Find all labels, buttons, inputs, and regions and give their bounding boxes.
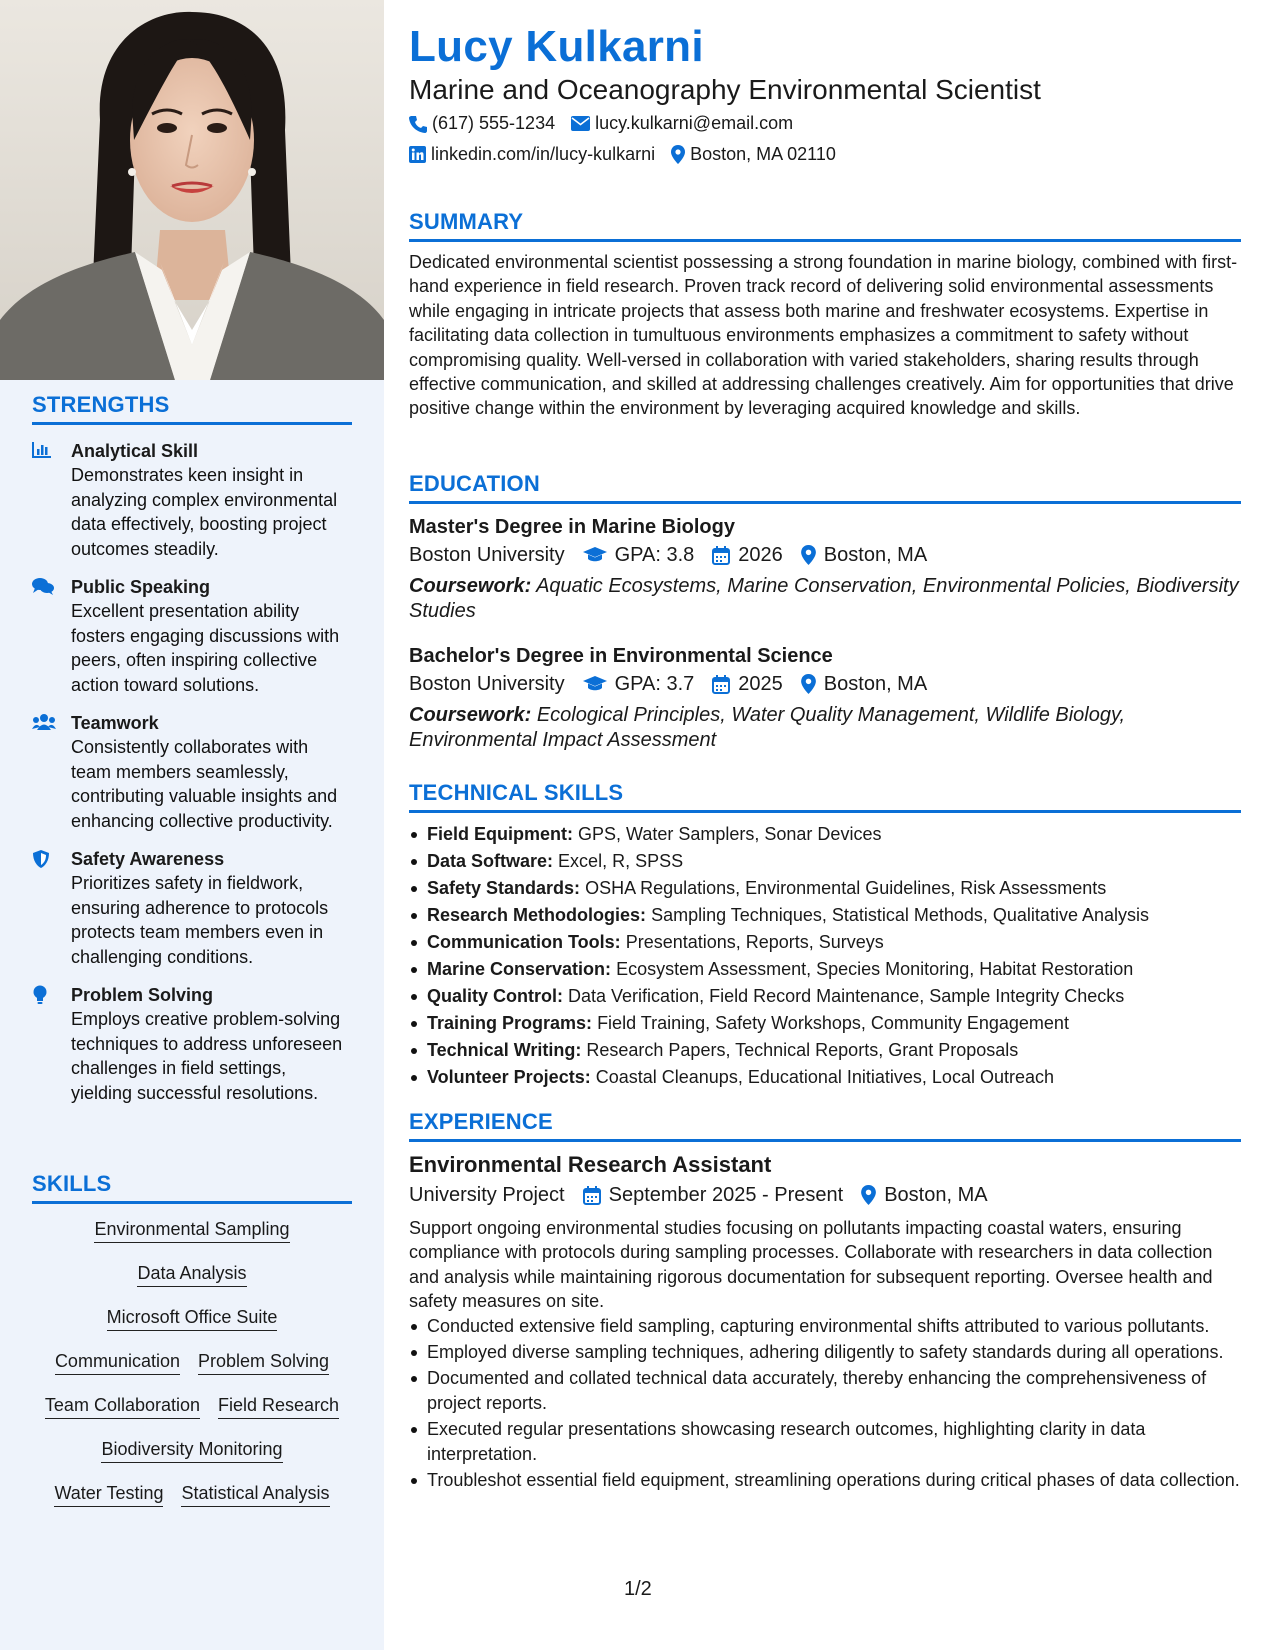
contact-row-1 [409,113,793,134]
calendar-icon [712,675,730,694]
skill-values: OSHA Regulations, Environmental Guidelines, Risk Assessments [585,878,1107,898]
skill-category: Communication Tools: [427,932,621,952]
job-location: Boston, MA [884,1184,988,1206]
coursework [409,574,1241,623]
phone-icon [409,115,427,133]
technical-skills-section [409,780,1241,1091]
list-item [409,875,1241,902]
education-heading: EDUCATION [409,471,1241,504]
linkedin-contact[interactable] [409,144,655,165]
skill-tag: Communication [55,1350,180,1375]
skill-tag: Field Research [218,1394,339,1419]
strength-desc: Consistently collaborates with team members seamlessly, contributing valuable insights and enhancing collective productivity. [71,737,338,831]
school-name: Boston University [409,673,565,695]
list-item [409,821,1241,848]
list-item: Conducted extensive field sampling, capturing environmental shifts attributed to various pollutants. [409,1314,1241,1338]
skill-values: Presentations, Reports, Surveys [625,932,884,952]
experience-section [409,1109,1241,1494]
skill-values: Research Papers, Technical Reports, Grant Proposals [586,1040,1019,1060]
job-dates: September 2025 - Present [608,1184,844,1206]
skill-tag: Statistical Analysis [181,1482,329,1507]
sidebar [0,0,384,1650]
list-item [409,1010,1241,1037]
skill-category: Marine Conservation: [427,959,612,979]
calendar-icon [583,1186,601,1205]
coursework-list: Aquatic Ecosystems, Marine Conservation, Environmental Policies, Biodiversity Studies [409,575,1239,622]
contact-row-2 [409,144,836,165]
coursework [409,703,1241,752]
strength-item [32,983,352,1105]
strength-desc: Demonstrates keen insight in analyzing complex environmental data effectively, boosting project outcomes steadily. [71,465,338,559]
lightbulb-icon [32,985,54,1005]
envelope-icon [571,116,590,131]
skill-tag: Data Analysis [137,1262,246,1287]
summary-section [409,209,1241,421]
skill-category: Field Equipment: [427,824,573,844]
strengths-section [32,392,352,1105]
skill-values: Excel, R, SPSS [558,851,684,871]
list-item [409,848,1241,875]
strength-title: Problem Solving [71,985,214,1005]
location-contact [671,144,836,165]
email-contact[interactable] [571,113,793,134]
list-item: Employed diverse sampling techniques, adhering diligently to safety standards during all operations. [409,1340,1241,1364]
skill-tag: Microsoft Office Suite [107,1306,278,1331]
list-item [409,956,1241,983]
year-text: 2026 [738,544,783,566]
strength-desc: Prioritizes safety in fieldwork, ensuring adherence to protocols protects team members even in challenging conditions. [71,873,329,967]
degree-title: Master's Degree in Marine Biology [409,516,735,538]
skills-heading: SKILLS [32,1171,352,1204]
location-text: Boston, MA 02110 [690,144,836,164]
job-meta [409,1180,1241,1210]
skill-category: Safety Standards: [427,878,581,898]
summary-heading: SUMMARY [409,209,1241,242]
skill-values: Field Training, Safety Workshops, Community Engagement [597,1013,1069,1033]
skill-category: Data Software: [427,851,554,871]
school-location: Boston, MA [823,544,928,566]
gpa-text: GPA: 3.7 [614,673,695,695]
list-item: Troubleshot essential field equipment, streamlining operations during critical phases of data collection. [409,1468,1241,1492]
coursework-label: Coursework: [409,575,532,597]
skill-tag: Team Collaboration [45,1394,200,1419]
skill-values: GPS, Water Samplers, Sonar Devices [578,824,882,844]
chart-bar-icon [32,441,54,461]
education-meta [409,540,1241,570]
linkedin-text: linkedin.com/in/lucy-kulkarni [431,144,656,164]
skill-tag: Environmental Sampling [94,1218,289,1243]
comments-icon [32,577,54,597]
phone-contact[interactable] [409,113,555,134]
job-bullets [409,1314,1241,1493]
strength-title: Safety Awareness [71,849,225,869]
skill-tag: Problem Solving [198,1350,329,1375]
list-item: Documented and collated technical data accurately, thereby enhancing the comprehensiveness of project reports. [409,1366,1241,1415]
strength-title: Public Speaking [71,577,211,597]
skills-list [32,1218,352,1507]
skill-values: Ecosystem Assessment, Species Monitoring, Habitat Restoration [616,959,1134,979]
users-icon [32,713,54,733]
technical-skills-list [409,821,1241,1091]
summary-text: Dedicated environmental scientist possessing a strong foundation in marine biology, combined with first-hand experience in field research. Proven track record of delivering solid environmental assessments while engaging in intricate projects that assess both marine and freshwater ecosystems. Expertise in facilitating data collection in tumultuous environments emphasizes a commitment to safety without compromising quality. Well-versed in collaboration with varied stakeholders, sharing results through effective communication, and skilled at addressing challenges creatively. Aim for opportunities that drive positive change within the environment by leveraging acquired knowledge and skills. [409,252,1238,419]
gpa-text: GPA: 3.8 [614,544,695,566]
skills-section [32,1171,352,1526]
school-location: Boston, MA [823,673,928,695]
strength-item [32,575,352,697]
calendar-icon [712,546,730,565]
job-org: University Project [409,1184,565,1206]
strength-item [32,439,352,561]
phone-text: (617) 555-1234 [432,113,556,133]
education-section [409,471,1241,752]
candidate-name: Lucy Kulkarni [409,22,704,71]
skill-values: Data Verification, Field Record Maintenance, Sample Integrity Checks [568,986,1125,1006]
map-marker-icon [801,674,816,694]
list-item [409,929,1241,956]
profile-photo [0,0,384,380]
degree-title: Bachelor's Degree in Environmental Science [409,645,833,667]
page-number: 1/2 [624,1578,652,1600]
list-item [409,902,1241,929]
map-marker-icon [861,1185,876,1205]
skill-category: Volunteer Projects: [427,1067,591,1087]
job-title: Environmental Research Assistant [409,1152,772,1177]
education-item [409,643,1241,752]
list-item [409,1064,1241,1091]
skill-category: Research Methodologies: [427,905,647,925]
experience-heading: EXPERIENCE [409,1109,1241,1142]
list-item: Executed regular presentations showcasing research outcomes, highlighting clarity in data interpretation. [409,1417,1241,1466]
linkedin-icon [409,146,426,163]
year-text: 2025 [738,673,783,695]
strength-item [32,847,352,969]
list-item [409,1037,1241,1064]
coursework-label: Coursework: [409,704,532,726]
school-name: Boston University [409,544,565,566]
list-item [409,983,1241,1010]
skill-values: Coastal Cleanups, Educational Initiatives, Local Outreach [595,1067,1054,1087]
technical-skills-heading: TECHNICAL SKILLS [409,780,1241,813]
coursework-list: Ecological Principles, Water Quality Management, Wildlife Biology, Environmental Impact Assessment [409,704,1126,751]
skill-category: Technical Writing: [427,1040,582,1060]
shield-icon [32,849,54,869]
strength-desc: Employs creative problem-solving techniques to address unforeseen challenges in field settings, yielding successful resolutions. [71,1009,343,1103]
strengths-heading: STRENGTHS [32,392,352,425]
skill-values: Sampling Techniques, Statistical Methods, Qualitative Analysis [651,905,1149,925]
strength-item [32,711,352,833]
strength-desc: Excellent presentation ability fosters engaging discussions with peers, often inspiring collective action toward solutions. [71,601,340,695]
skill-category: Training Programs: [427,1013,593,1033]
strength-title: Analytical Skill [71,441,199,461]
education-meta [409,669,1241,699]
candidate-role: Marine and Oceanography Environmental Scientist [409,74,1041,105]
strength-title: Teamwork [71,713,159,733]
education-item [409,514,1241,623]
skill-category: Quality Control: [427,986,563,1006]
map-marker-icon [671,145,685,164]
graduation-cap-icon [583,676,607,692]
skill-tag: Biodiversity Monitoring [101,1438,282,1463]
job-description: Support ongoing environmental studies focusing on pollutants impacting coastal waters, ensuring compliance with protocols during sampling processes. Collaborate with researchers in data collection and analysis while maintaining rigorous documentation for subsequent reporting. Oversee health and safety measures on site. [409,1218,1213,1312]
email-text: lucy.kulkarni@email.com [595,113,794,133]
graduation-cap-icon [583,547,607,563]
skill-tag: Water Testing [54,1482,163,1507]
map-marker-icon [801,545,816,565]
